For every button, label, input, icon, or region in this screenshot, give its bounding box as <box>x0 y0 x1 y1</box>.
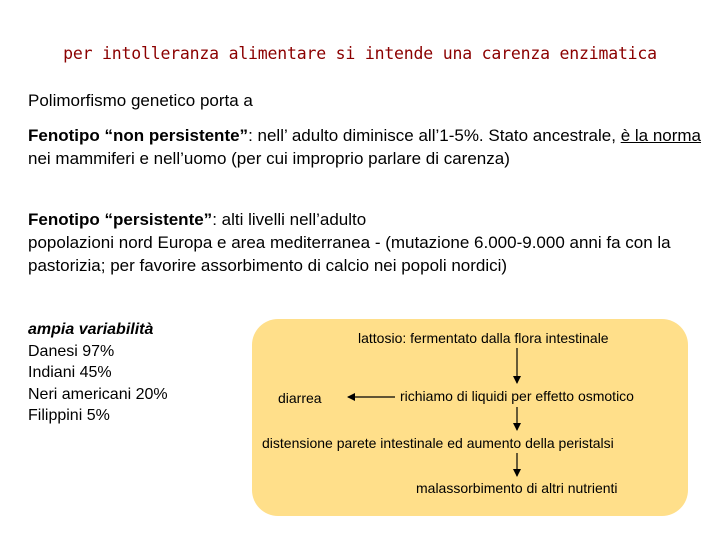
list-item: Indiani 45% <box>28 364 112 381</box>
paragraph-text: popolazioni nord Europa e area mediterranea - (mutazione 6.000-9.000 anni fa con la pastorizia; per favorire assorbimento di calcio nei popoli nordici) <box>28 233 671 275</box>
list-item: Danesi 97% <box>28 342 115 360</box>
list-item: Neri americani 20% <box>28 385 168 403</box>
paragraph-text: : nell’ adulto diminisce all’1-5%. Stato ancestrale, <box>248 126 621 145</box>
phenotype-label: Fenotipo “non persistente” <box>28 126 249 145</box>
phenotype-label: Fenotipo “persistente” <box>28 210 213 229</box>
diarrea-label: diarrea <box>278 390 322 406</box>
paragraph-text: : alti livelli nell’adulto <box>212 210 367 229</box>
variability-heading: ampia variabilità <box>28 321 154 338</box>
underlined-text: è la norma <box>620 126 702 145</box>
slide-title: per intolleranza alimentare si intende una carenza enzimatica <box>63 44 657 63</box>
lattosio-label: lattosio: fermentato dalla flora intestinale <box>358 330 609 346</box>
malassorbimento-label: malassorbimento di altri nutrienti <box>416 480 618 496</box>
richiamo-label: richiamo di liquidi per effetto osmotico <box>400 388 634 404</box>
distensione-label: distensione parete intestinale ed aumento della peristalsi <box>262 435 614 451</box>
paragraph-text: nei mammiferi e nell’uomo (per cui improprio parlare di carenza) <box>28 149 510 168</box>
list-item: Filippini 5% <box>28 407 110 424</box>
intro-text: Polimorfismo genetico porta a <box>28 91 253 110</box>
